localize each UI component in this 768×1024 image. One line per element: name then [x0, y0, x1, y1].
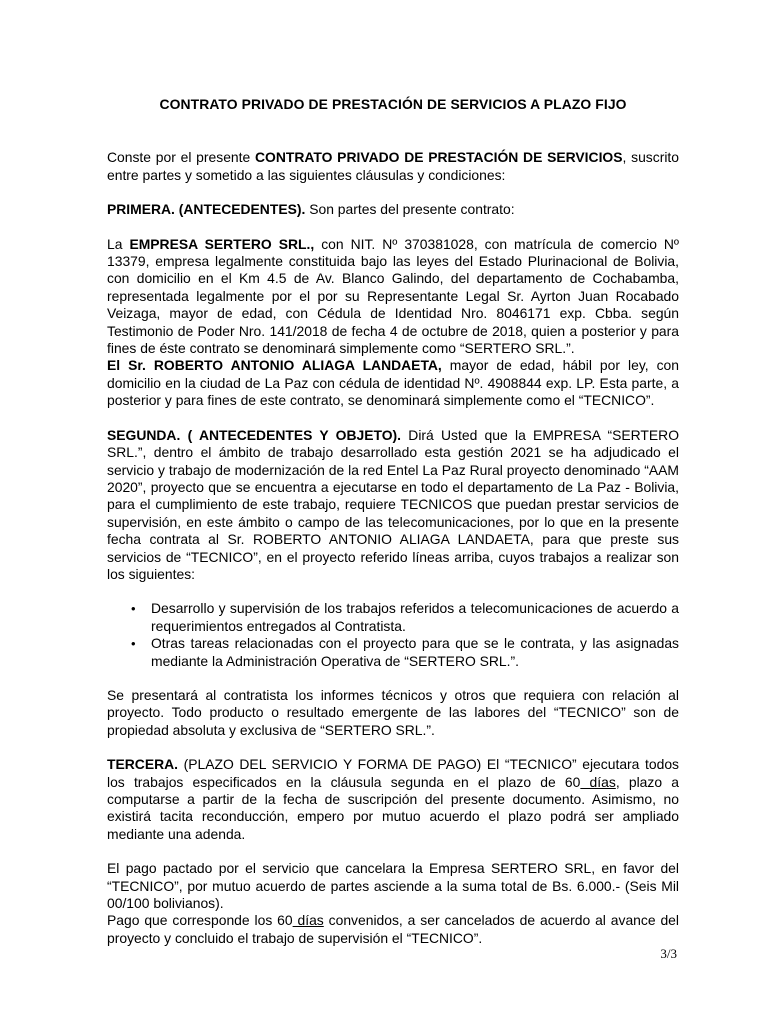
- clause-segunda-text: Dirá Usted que la EMPRESA “SERTERO SRL.”, dentro el ámbito de trabajo desarrollado esta gestión 2021 se ha adjudicado el servicio y trabajo de modernización de la red Entel La Paz Rural proyecto denominado “AAM 2020”, proyecto que se encuentra a ejecutarse en todo el departamento de La Paz - Bolivia, para el cumplimiento de este trabajo, requiere TECNICOS que puedan prestar servicios de supervisión, en este ámbito o campo de las telecomunicaciones, por lo que en la presente fecha contrata al Sr. ROBERTO ANTONIO ALIAGA LANDAETA, para que preste sus servicios de “TECNICO”, en el proyecto referido líneas arriba, cuyos trabajos a realizar son los siguientes:: [107, 426, 679, 582]
- clause-tercera-dias: días: [580, 773, 616, 790]
- clause-primera: [107, 201, 679, 218]
- party-tecnico-paragraph: [107, 357, 679, 409]
- clause-segunda-heading: SEGUNDA. ( ANTECEDENTES Y OBJETO).: [107, 426, 402, 443]
- intro-text-a: Conste por el presente: [107, 149, 255, 166]
- party-tecnico-text: mayor de edad, hábil por ley, con domicilio en la ciudad de La Paz con cédula de identidad Nº. 4908844 exp. LP. Esta parte, a posterior y para fines de este contrato, se denominará simplemente como el “TECNICO”.: [107, 357, 679, 409]
- clause-tercera-text-a: (PLAZO DEL SERVICIO Y FORMA DE PAGO) El “TECNICO” ejecutara todos los trabajos especificados en la cláusula segunda en el plazo de 60: [107, 756, 679, 790]
- pago-detail-paragraph: [107, 912, 679, 947]
- clause-tercera: [107, 756, 679, 843]
- clause-primera-text: Son partes del presente contrato:: [305, 201, 515, 218]
- party-tecnico-name: El Sr. ROBERTO ANTONIO ALIAGA LANDAETA,: [107, 357, 442, 374]
- party-empresa-paragraph: [107, 236, 679, 358]
- party-empresa-text-c: con NIT. Nº 370381028, con matrícula de comercio Nº 13379, empresa legalmente constituida bajo las leyes del Estado Plurinacional de Bolivia, con domicilio en el Km 4.5 de Av. Blanco Galindo, del departamento de Cochabamba, representada legalmente por el por su Representante Legal Sr. Ayrton Juan Rocabado Veizaga, mayor de edad, con Cédula de Identidad Nro. 8046171 exp. Cbba. según Testimonio de Poder Nro. 141/2018 de fecha 4 de octubre de 2018, quien a posterior y para fines de éste contrato se denominará simplemente como “SERTERO SRL.”.: [107, 235, 680, 357]
- clause-primera-heading: PRIMERA. (ANTECEDENTES).: [107, 201, 306, 218]
- intro-text-c: , suscrito entre partes y sometido a las siguientes cláusulas y condiciones:: [107, 149, 679, 183]
- pago-detail-text-b: convenidos, a ser cancelados de acuerdo al avance del proyecto y concluido el trabajo de supervisión el “TECNICO”.: [107, 912, 679, 946]
- document-title: CONTRATO PRIVADO DE PRESTACIÓN DE SERVICIOS A PLAZO FIJO: [159, 96, 627, 112]
- intro-contract-name: CONTRATO PRIVADO DE PRESTACIÓN DE SERVICIOS: [255, 149, 623, 166]
- list-item: • Otras tareas relacionadas con el proyecto para que se le contrata, y las asignadas mediante la Administración Operativa de “SERTERO SRL.”.: [151, 635, 679, 670]
- pago-detail-text-a: Pago que corresponde los 60: [107, 912, 293, 929]
- party-empresa-text-a: La: [107, 235, 130, 252]
- document-page: [107, 96, 679, 964]
- clause-tercera-heading: TERCERA.: [107, 756, 178, 773]
- clause-segunda: [107, 427, 679, 584]
- tasks-list: [107, 600, 679, 670]
- pago-detail-dias: días: [292, 912, 324, 929]
- informes-paragraph: Se presentará al contratista los informes técnicos y otros que requiera con relación al proyecto. Todo producto o resultado emergente de las labores del “TECNICO” son de propiedad absoluta y exclusiva de “SERTERO SRL.”.: [107, 686, 679, 738]
- clause-tercera-text-b: , plazo a computarse a partir de la fecha de suscripción del presente documento. Asimismo, no existirá tacita reconducción, empero por mutuo acuerdo el plazo podrá ser ampliado mediante una adenda.: [107, 773, 679, 842]
- party-empresa-name: EMPRESA SERTERO SRL.,: [129, 235, 315, 252]
- list-item: • Desarrollo y supervisión de los trabajos referidos a telecomunicaciones de acuerdo a requerimientos entregados al Contratista.: [151, 600, 679, 635]
- intro-paragraph: [107, 149, 679, 184]
- page-number: 3/3: [660, 946, 677, 961]
- pago-paragraph: El pago pactado por el servicio que cancelara la Empresa SERTERO SRL, en favor del “TECNICO”, por mutuo acuerdo de partes asciende a la suma total de Bs. 6.000.- (Seis Mil 00/100 bolivianos).: [107, 860, 679, 912]
